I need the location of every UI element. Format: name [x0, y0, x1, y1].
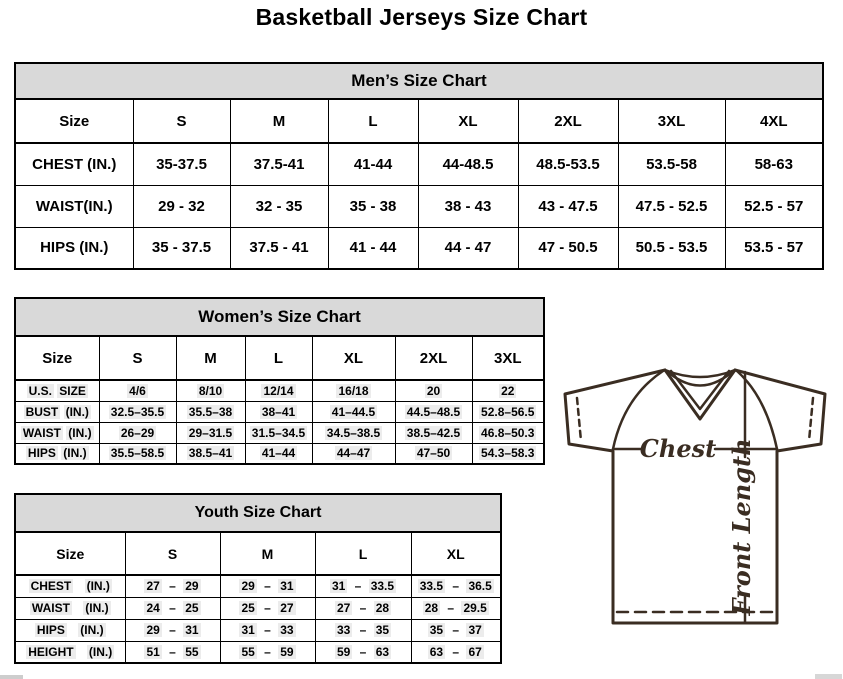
size-value — [312, 401, 395, 422]
highlighted-text: 33.5 — [419, 579, 444, 594]
column-header: XL — [418, 99, 518, 143]
row-label: WAIST(IN.) — [15, 185, 133, 227]
column-header: M — [230, 99, 328, 143]
highlighted-text: 33 — [336, 623, 351, 637]
size-header-row — [15, 99, 823, 143]
size-value — [472, 422, 544, 443]
highlighted-text: HIPS — [36, 623, 65, 637]
highlighted-text: 52.8–56.5 — [481, 404, 535, 419]
table-row — [15, 575, 501, 597]
size-value: 24 – 25 — [125, 597, 220, 619]
jersey-measurement-svg — [556, 361, 832, 629]
highlighted-text: 55 — [241, 644, 255, 659]
highlighted-text: 41–44.5 — [331, 404, 376, 419]
size-value — [245, 401, 312, 422]
highlighted-text: 29 — [241, 579, 255, 594]
highlighted-text: 46.8–50.3 — [481, 425, 535, 440]
highlighted-text: U.S. — [28, 383, 52, 398]
highlighted-text: 31 — [331, 579, 346, 594]
size-value — [395, 443, 472, 464]
highlighted-text: 37 — [468, 623, 482, 637]
size-value: 41 - 44 — [328, 227, 418, 269]
size-value — [312, 380, 395, 401]
size-value: 35 – 37 — [411, 619, 501, 641]
size-value — [472, 401, 544, 422]
size-value: 55 – 59 — [220, 641, 315, 663]
column-header: M — [176, 336, 245, 380]
highlighted-text: 29–31.5 — [188, 425, 233, 440]
size-value: 29 - 32 — [133, 185, 230, 227]
size-value: 44 - 47 — [418, 227, 518, 269]
size-value — [99, 380, 176, 401]
highlighted-text: 54.3–58.3 — [481, 446, 535, 461]
table-row — [15, 597, 501, 619]
table-row — [15, 380, 544, 401]
highlighted-text: 12/14 — [263, 383, 294, 398]
size-value: 33.5 – 36.5 — [411, 575, 501, 597]
column-header: 2XL — [395, 336, 472, 380]
table-row — [15, 401, 544, 422]
size-value — [99, 443, 176, 464]
highlighted-text: 67 — [468, 644, 482, 659]
table-title-row — [15, 63, 823, 99]
highlighted-text: SIZE — [59, 383, 86, 398]
row-label: CHEST (IN.) — [15, 143, 133, 185]
highlighted-text: 24 — [146, 601, 160, 615]
table-row — [15, 227, 823, 269]
column-header: XL — [312, 336, 395, 380]
size-value: 48.5-53.5 — [518, 143, 618, 185]
table-row — [15, 143, 823, 185]
size-value: 50.5 - 53.5 — [618, 227, 725, 269]
size-value — [245, 380, 312, 401]
cropped-fragment-right — [815, 674, 842, 679]
column-header: 3XL — [618, 99, 725, 143]
size-value: 27 – 28 — [315, 597, 411, 619]
highlighted-text: 36.5 — [468, 579, 492, 594]
jersey-seam-right — [737, 371, 777, 449]
row-label — [15, 641, 125, 663]
highlighted-text: BUST — [25, 404, 59, 419]
size-value — [176, 401, 245, 422]
size-value — [245, 422, 312, 443]
highlighted-text: 33 — [280, 623, 294, 637]
highlighted-text: 44.5–48.5 — [406, 404, 461, 419]
highlighted-text: (IN.) — [68, 425, 92, 440]
size-value: 35 - 37.5 — [133, 227, 230, 269]
highlighted-text: (IN.) — [65, 404, 89, 419]
column-header: 2XL — [518, 99, 618, 143]
size-value: 52.5 - 57 — [725, 185, 823, 227]
highlighted-text: 38.5–42.5 — [406, 425, 461, 440]
womens-size-table — [14, 297, 545, 465]
table-row — [15, 443, 544, 464]
jersey-outline — [565, 370, 825, 623]
size-value: 47.5 - 52.5 — [618, 185, 725, 227]
highlighted-text: 38.5–41 — [188, 446, 233, 461]
column-header: Size — [15, 336, 99, 380]
row-label — [15, 619, 125, 641]
highlighted-text: 27 — [336, 601, 351, 615]
size-value: 29 – 31 — [220, 575, 315, 597]
highlighted-text: 28 — [424, 601, 439, 615]
column-header: 4XL — [725, 99, 823, 143]
table-title: Youth Size Chart — [15, 494, 501, 532]
table-title-row — [15, 494, 501, 532]
row-label — [15, 422, 99, 443]
highlighted-text: 59 — [336, 644, 351, 659]
highlighted-text: 29 — [185, 579, 199, 594]
size-value — [472, 443, 544, 464]
highlighted-text: 29.5 — [463, 601, 487, 615]
highlighted-text: 16/18 — [338, 383, 369, 398]
table-row — [15, 185, 823, 227]
highlighted-text: 34.5–38.5 — [326, 425, 381, 440]
highlighted-text: 38–41 — [261, 404, 296, 419]
size-value: 59 – 63 — [315, 641, 411, 663]
size-value — [472, 380, 544, 401]
highlighted-text: 32.5–35.5 — [110, 404, 165, 419]
highlighted-text: 35.5–58.5 — [110, 446, 165, 461]
highlighted-text: 4/6 — [129, 383, 146, 398]
table-title-row — [15, 298, 544, 336]
highlighted-text: (IN.) — [85, 601, 109, 615]
cuff-dashed-line-right — [809, 398, 813, 441]
table-row — [15, 619, 501, 641]
row-label — [15, 443, 99, 464]
size-value: 29 – 31 — [125, 619, 220, 641]
size-value — [312, 443, 395, 464]
highlighted-text: 25 — [241, 601, 255, 615]
size-value: 28 – 29.5 — [411, 597, 501, 619]
highlighted-text: 25 — [185, 601, 199, 615]
size-header-row — [15, 532, 501, 575]
size-value: 53.5 - 57 — [725, 227, 823, 269]
column-header: S — [125, 532, 220, 575]
highlighted-text: (IN.) — [80, 623, 104, 637]
size-value — [99, 401, 176, 422]
youth-size-table — [14, 493, 502, 664]
highlighted-text: 31 — [280, 579, 294, 594]
row-label — [15, 575, 125, 597]
page-title: Basketball Jerseys Size Chart — [255, 4, 588, 30]
size-value: 43 - 47.5 — [518, 185, 618, 227]
size-value: 25 – 27 — [220, 597, 315, 619]
column-header: 3XL — [472, 336, 544, 380]
size-value: 31 – 33 — [220, 619, 315, 641]
chest-label: Chest — [639, 434, 717, 463]
highlighted-text: 63 — [429, 644, 444, 659]
column-header: XL — [411, 532, 501, 575]
highlighted-text: 8/10 — [198, 383, 223, 398]
size-value: 37.5 - 41 — [230, 227, 328, 269]
highlighted-text: CHEST — [30, 579, 72, 594]
size-value: 37.5-41 — [230, 143, 328, 185]
row-label: HIPS (IN.) — [15, 227, 133, 269]
highlighted-text: 35 — [429, 623, 444, 637]
table-row — [15, 641, 501, 663]
highlighted-text: 31 — [241, 623, 255, 637]
size-value: 35-37.5 — [133, 143, 230, 185]
table-title: Men’s Size Chart — [15, 63, 823, 99]
highlighted-text: 31.5–34.5 — [251, 425, 306, 440]
row-label — [15, 597, 125, 619]
highlighted-text: 59 — [280, 644, 294, 659]
row-label — [15, 401, 99, 422]
row-label — [15, 380, 99, 401]
highlighted-text: 51 — [146, 644, 160, 659]
column-header: L — [328, 99, 418, 143]
size-value — [395, 380, 472, 401]
highlighted-text: 55 — [185, 644, 199, 659]
size-value: 32 - 35 — [230, 185, 328, 227]
highlighted-text: 27 — [146, 579, 160, 594]
size-value — [176, 443, 245, 464]
size-value: 38 - 43 — [418, 185, 518, 227]
table-row — [15, 422, 544, 443]
column-header: Size — [15, 532, 125, 575]
highlighted-text: 22 — [501, 383, 515, 398]
highlighted-text: 44–47 — [336, 446, 371, 461]
size-value: 47 - 50.5 — [518, 227, 618, 269]
size-value — [312, 422, 395, 443]
column-header: M — [220, 532, 315, 575]
column-header: S — [99, 336, 176, 380]
size-value: 58-63 — [725, 143, 823, 185]
column-header: L — [315, 532, 411, 575]
size-value: 35 - 38 — [328, 185, 418, 227]
highlighted-text: 28 — [375, 601, 390, 615]
highlighted-text: 35.5–38 — [188, 404, 233, 419]
highlighted-text: 33.5 — [370, 579, 395, 594]
size-value — [99, 422, 176, 443]
column-header: L — [245, 336, 312, 380]
mens-size-table — [14, 62, 824, 270]
highlighted-text: 26–29 — [120, 425, 155, 440]
front-length-label: Front Length — [727, 438, 756, 616]
size-value — [176, 422, 245, 443]
highlighted-text: 35 — [375, 623, 390, 637]
size-value: 41-44 — [328, 143, 418, 185]
highlighted-text: (IN.) — [86, 579, 110, 594]
highlighted-text: 27 — [280, 601, 294, 615]
highlighted-text: WAIST — [31, 601, 70, 615]
highlighted-text: 29 — [146, 623, 160, 637]
highlighted-text: HEIGHT — [28, 644, 74, 659]
size-value — [245, 443, 312, 464]
size-value: 51 – 55 — [125, 641, 220, 663]
highlighted-text: (IN.) — [88, 644, 113, 659]
size-value: 53.5-58 — [618, 143, 725, 185]
size-value: 31 – 33.5 — [315, 575, 411, 597]
highlighted-text: 63 — [375, 644, 390, 659]
cropped-fragment-left — [0, 675, 23, 679]
size-value — [176, 380, 245, 401]
size-value: 63 – 67 — [411, 641, 501, 663]
column-header: Size — [15, 99, 133, 143]
size-value: 44-48.5 — [418, 143, 518, 185]
size-value: 33 – 35 — [315, 619, 411, 641]
size-value: 27 – 29 — [125, 575, 220, 597]
cuff-dashed-line-left — [577, 398, 581, 441]
highlighted-text: 47–50 — [416, 446, 451, 461]
highlighted-text: 31 — [185, 623, 199, 637]
highlighted-text: (IN.) — [63, 446, 87, 461]
highlighted-text: 41–44 — [261, 446, 296, 461]
highlighted-text: HIPS — [27, 446, 56, 461]
jersey-diagram — [556, 361, 832, 629]
column-header: S — [133, 99, 230, 143]
highlighted-text: WAIST — [22, 425, 61, 440]
highlighted-text: 20 — [426, 383, 441, 398]
size-value — [395, 422, 472, 443]
size-value — [395, 401, 472, 422]
size-header-row — [15, 336, 544, 380]
table-title: Women’s Size Chart — [15, 298, 544, 336]
